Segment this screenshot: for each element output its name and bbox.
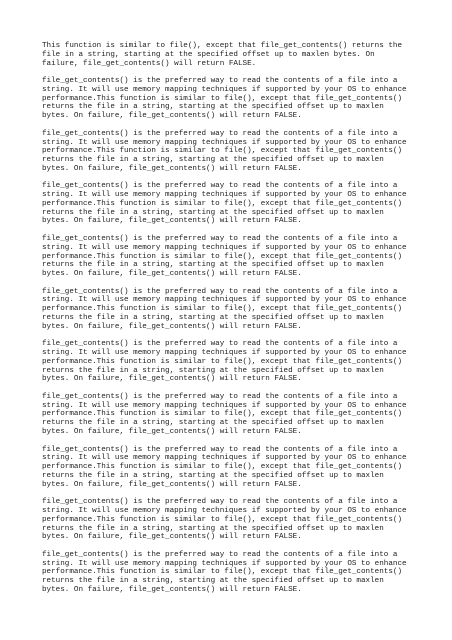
- paragraph: [42, 551, 422, 595]
- text-line: performance.This function is similar to file(), except that file_get_contents(): [42, 252, 403, 261]
- text-line: file_get_contents() is the preferred way to read the contents of a file into a: [42, 235, 398, 244]
- text-line: failure, file_get_contents() will return FALSE.: [42, 59, 257, 68]
- text-line: bytes. On failure, file_get_contents() will return FALSE.: [42, 270, 302, 279]
- text-line: string. It will use memory mapping techniques if supported by your OS to enhance: [42, 401, 407, 410]
- text-line: bytes. On failure, file_get_contents() will return FALSE.: [42, 480, 302, 489]
- text-line: returns the file in a string, starting at the specified offset up to maxlen: [42, 261, 384, 270]
- paragraph: [42, 77, 422, 121]
- text-line: file_get_contents() is the preferred way to read the contents of a file into a: [42, 77, 398, 86]
- document-body: [42, 42, 422, 604]
- text-line: string. It will use memory mapping techniques if supported by your OS to enhance: [42, 507, 407, 516]
- text-line: performance.This function is similar to file(), except that file_get_contents(): [42, 357, 403, 366]
- text-line: string. It will use memory mapping techniques if supported by your OS to enhance: [42, 85, 407, 94]
- text-line: file_get_contents() is the preferred way to read the contents of a file into a: [42, 340, 398, 349]
- text-line: returns the file in a string, starting at the specified offset up to maxlen: [42, 471, 384, 480]
- text-line: returns the file in a string, starting at the specified offset up to maxlen: [42, 313, 384, 322]
- text-line: bytes. On failure, file_get_contents() will return FALSE.: [42, 375, 302, 384]
- text-line: string. It will use memory mapping techniques if supported by your OS to enhance: [42, 191, 407, 200]
- paragraph: [42, 340, 422, 384]
- text-line: This function is similar to file(), except that file_get_contents() returns the: [42, 42, 403, 50]
- text-line: bytes. On failure, file_get_contents() will return FALSE.: [42, 112, 302, 121]
- paragraph: [42, 182, 422, 226]
- text-line: file in a string, starting at the specified offset up to maxlen bytes. On: [42, 50, 375, 59]
- text-line: bytes. On failure, file_get_contents() will return FALSE.: [42, 427, 302, 436]
- text-line: returns the file in a string, starting at the specified offset up to maxlen: [42, 208, 384, 217]
- paragraph: [42, 393, 422, 437]
- paragraph: [42, 288, 422, 332]
- text-line: bytes. On failure, file_get_contents() will return FALSE.: [42, 585, 302, 594]
- text-line: bytes. On failure, file_get_contents() will return FALSE.: [42, 533, 302, 542]
- text-line: string. It will use memory mapping techniques if supported by your OS to enhance: [42, 296, 407, 305]
- text-line: performance.This function is similar to file(), except that file_get_contents(): [42, 463, 403, 472]
- text-line: performance.This function is similar to file(), except that file_get_contents(): [42, 568, 403, 577]
- text-line: string. It will use memory mapping techniques if supported by your OS to enhance: [42, 349, 407, 358]
- text-line: returns the file in a string, starting at the specified offset up to maxlen: [42, 419, 384, 428]
- paragraph: [42, 42, 422, 68]
- text-line: performance.This function is similar to file(), except that file_get_contents(): [42, 515, 403, 524]
- text-line: string. It will use memory mapping techniques if supported by your OS to enhance: [42, 559, 407, 568]
- text-line: bytes. On failure, file_get_contents() will return FALSE.: [42, 322, 302, 331]
- paragraph: [42, 130, 422, 174]
- paragraph: [42, 235, 422, 279]
- text-line: returns the file in a string, starting at the specified offset up to maxlen: [42, 103, 384, 112]
- text-line: string. It will use memory mapping techniques if supported by your OS to enhance: [42, 138, 407, 147]
- text-line: returns the file in a string, starting at the specified offset up to maxlen: [42, 366, 384, 375]
- text-line: bytes. On failure, file_get_contents() will return FALSE.: [42, 164, 302, 173]
- text-line: string. It will use memory mapping techniques if supported by your OS to enhance: [42, 243, 407, 252]
- text-line: returns the file in a string, starting at the specified offset up to maxlen: [42, 156, 384, 165]
- text-line: performance.This function is similar to file(), except that file_get_contents(): [42, 199, 403, 208]
- text-line: performance.This function is similar to file(), except that file_get_contents(): [42, 410, 403, 419]
- text-line: file_get_contents() is the preferred way to read the contents of a file into a: [42, 129, 398, 138]
- text-line: performance.This function is similar to file(), except that file_get_contents(): [42, 305, 403, 314]
- text-line: returns the file in a string, starting at the specified offset up to maxlen: [42, 524, 384, 533]
- text-line: file_get_contents() is the preferred way to read the contents of a file into a: [42, 498, 398, 507]
- text-line: file_get_contents() is the preferred way to read the contents of a file into a: [42, 287, 398, 296]
- text-line: bytes. On failure, file_get_contents() will return FALSE.: [42, 217, 302, 226]
- text-line: file_get_contents() is the preferred way to read the contents of a file into a: [42, 550, 398, 559]
- text-line: string. It will use memory mapping techniques if supported by your OS to enhance: [42, 454, 407, 463]
- text-line: returns the file in a string, starting at the specified offset up to maxlen: [42, 577, 384, 586]
- text-line: file_get_contents() is the preferred way to read the contents of a file into a: [42, 445, 398, 454]
- text-line: file_get_contents() is the preferred way to read the contents of a file into a: [42, 182, 398, 191]
- text-line: performance.This function is similar to file(), except that file_get_contents(): [42, 94, 403, 103]
- paragraph: [42, 446, 422, 490]
- paragraph: [42, 498, 422, 542]
- text-line: file_get_contents() is the preferred way to read the contents of a file into a: [42, 392, 398, 401]
- text-line: performance.This function is similar to file(), except that file_get_contents(): [42, 147, 403, 156]
